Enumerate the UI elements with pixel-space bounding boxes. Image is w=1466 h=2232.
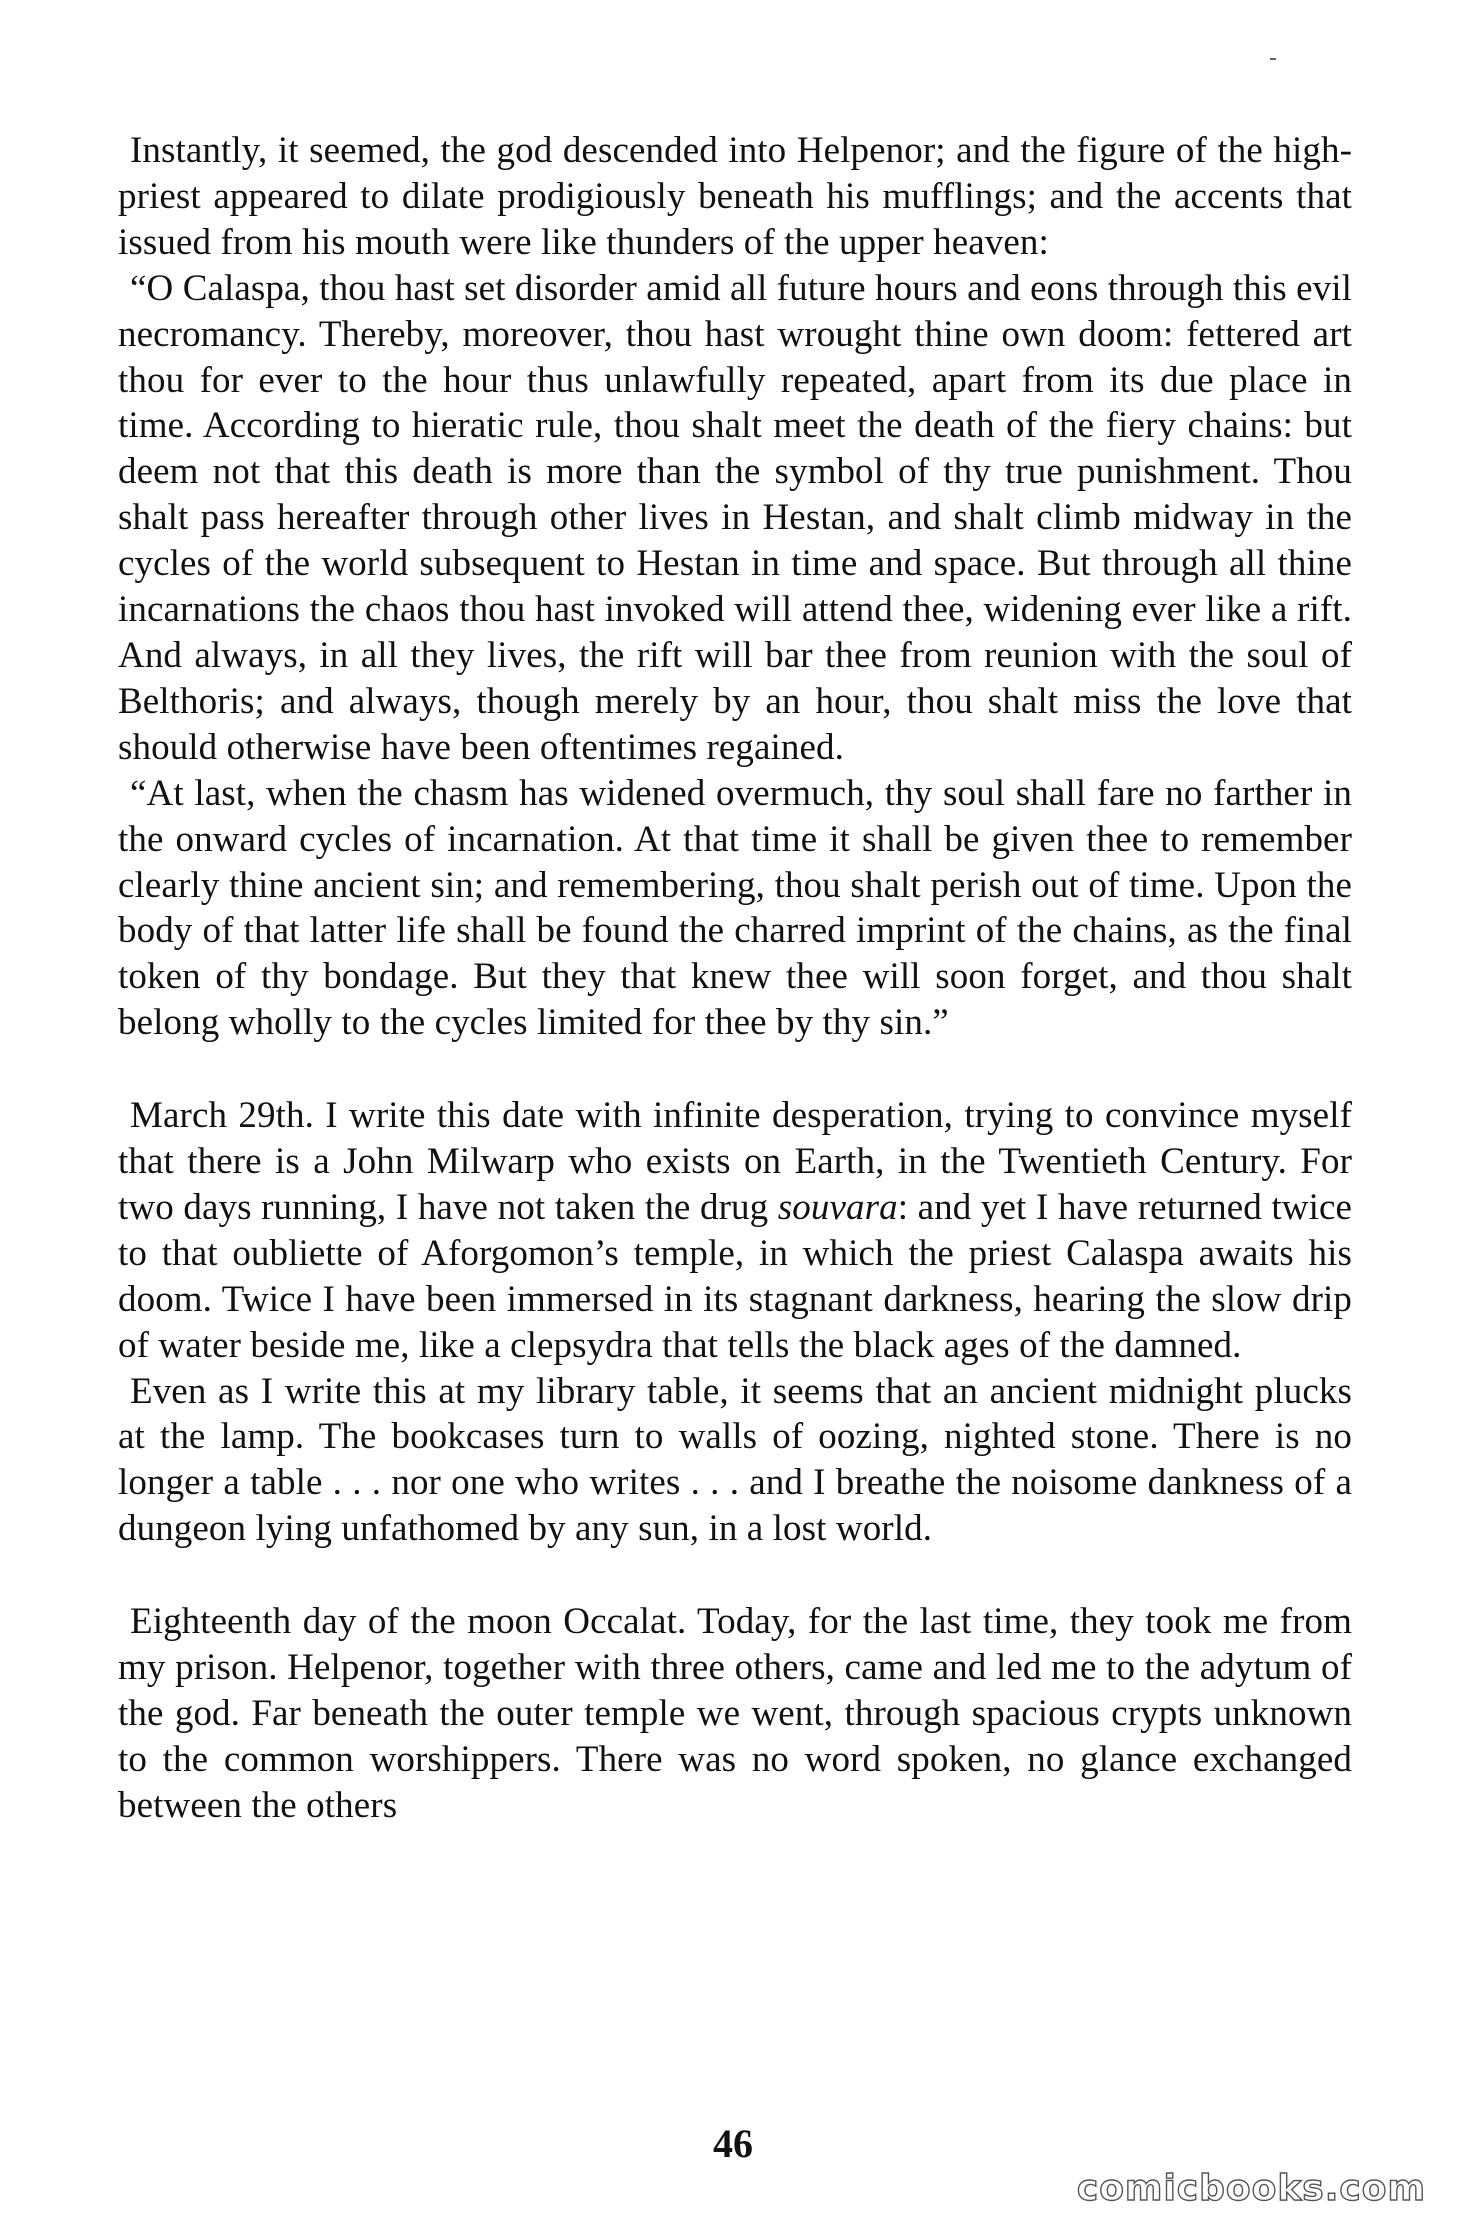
print-speck (1270, 58, 1276, 60)
watermark: comicbooks.com (1076, 2168, 1426, 2209)
drug-name: souvara (777, 1186, 898, 1228)
paragraph-march-29 (118, 1093, 1352, 1368)
paragraph-prophecy: “O Calaspa, thou hast set disorder amid all future hours and eons through this evil necromancy. Thereby, moreover, thou hast wrought thine own doom: fettered art thou for ever to the hour thus unlawfully repeated, apart from its due place in time. According to hieratic rule, thou shalt meet the death of the fiery chains: but deem not that this death is more than the symbol of thy true punishment. Thou shalt pass hereafter through other lives in Hestan, and shalt climb midway in the cycles of the world subsequent to Hestan in time and space. But through all thine incarnations the chaos thou hast invoked will attend thee, widening ever like a rift. And always, in all they lives, the rift will bar thee from reunion with the soul of Belthoris; and always, though merely by an hour, thou shalt miss the love that should otherwise have been oftentimes regained. (118, 267, 1352, 768)
paragraph-occalat: Eighteenth day of the moon Occalat. Today, for the last time, they took me from my prison. Helpenor, together with three others, came and led me to the adytum of the god. Far beneath the outer temple we went, through spacious crypts unknown to the common worshippers. There was no word spoken, no glance exchanged between the others (118, 1601, 1352, 1826)
section-break (118, 1552, 1352, 1599)
section-break (118, 1046, 1352, 1093)
paragraph-library: Even as I write this at my library table, it seems that an ancient midnight plucks at the lamp. The bookcases turn to walls of oozing, nighted stone. There is no longer a table . . . nor one who writes . . . and I breathe the noisome dankness of a dungeon lying unfathomed by any sun, in a lost world. (118, 1370, 1352, 1550)
paragraph-helpenor: Instantly, it seemed, the god descended into Helpenor; and the figure of the high-priest appeared to dilate prodigiously beneath his mufflings; and the accents that issued from his mouth were like thunders of the upper heaven: (118, 130, 1352, 263)
page-number: 46 (713, 2121, 753, 2166)
paragraph-chasm: “At last, when the chasm has widened overmuch, thy soul shall fare no farther in the onward cycles of incarnation. At that time it shall be given thee to remember clearly thine ancient sin; and remembering, thou shalt perish out of time. Upon the body of that latter life shall be found the charred imprint of the chains, as the final token of thy bondage. But they that knew thee will soon forget, and thou shalt belong wholly to the cycles limited for thee by thy sin.” (118, 772, 1352, 1044)
text-column (118, 128, 1352, 1829)
diary-text-start: March 29th. I write this date with infinite desperation, trying to convince myself that there is a John Milwarp who exists on Earth, in the Twentieth Century. For two days running, I have not taken the drug (118, 1095, 1352, 1228)
diary-text-end: : and yet I have returned twice to that oubliette of Aforgomon’s temple, in which the priest Calaspa awaits his doom. Twice I have been immersed in its stagnant darkness, hearing the slow drip of water beside me, like a clepsydra that tells the black ages of the damned. (118, 1186, 1353, 1366)
